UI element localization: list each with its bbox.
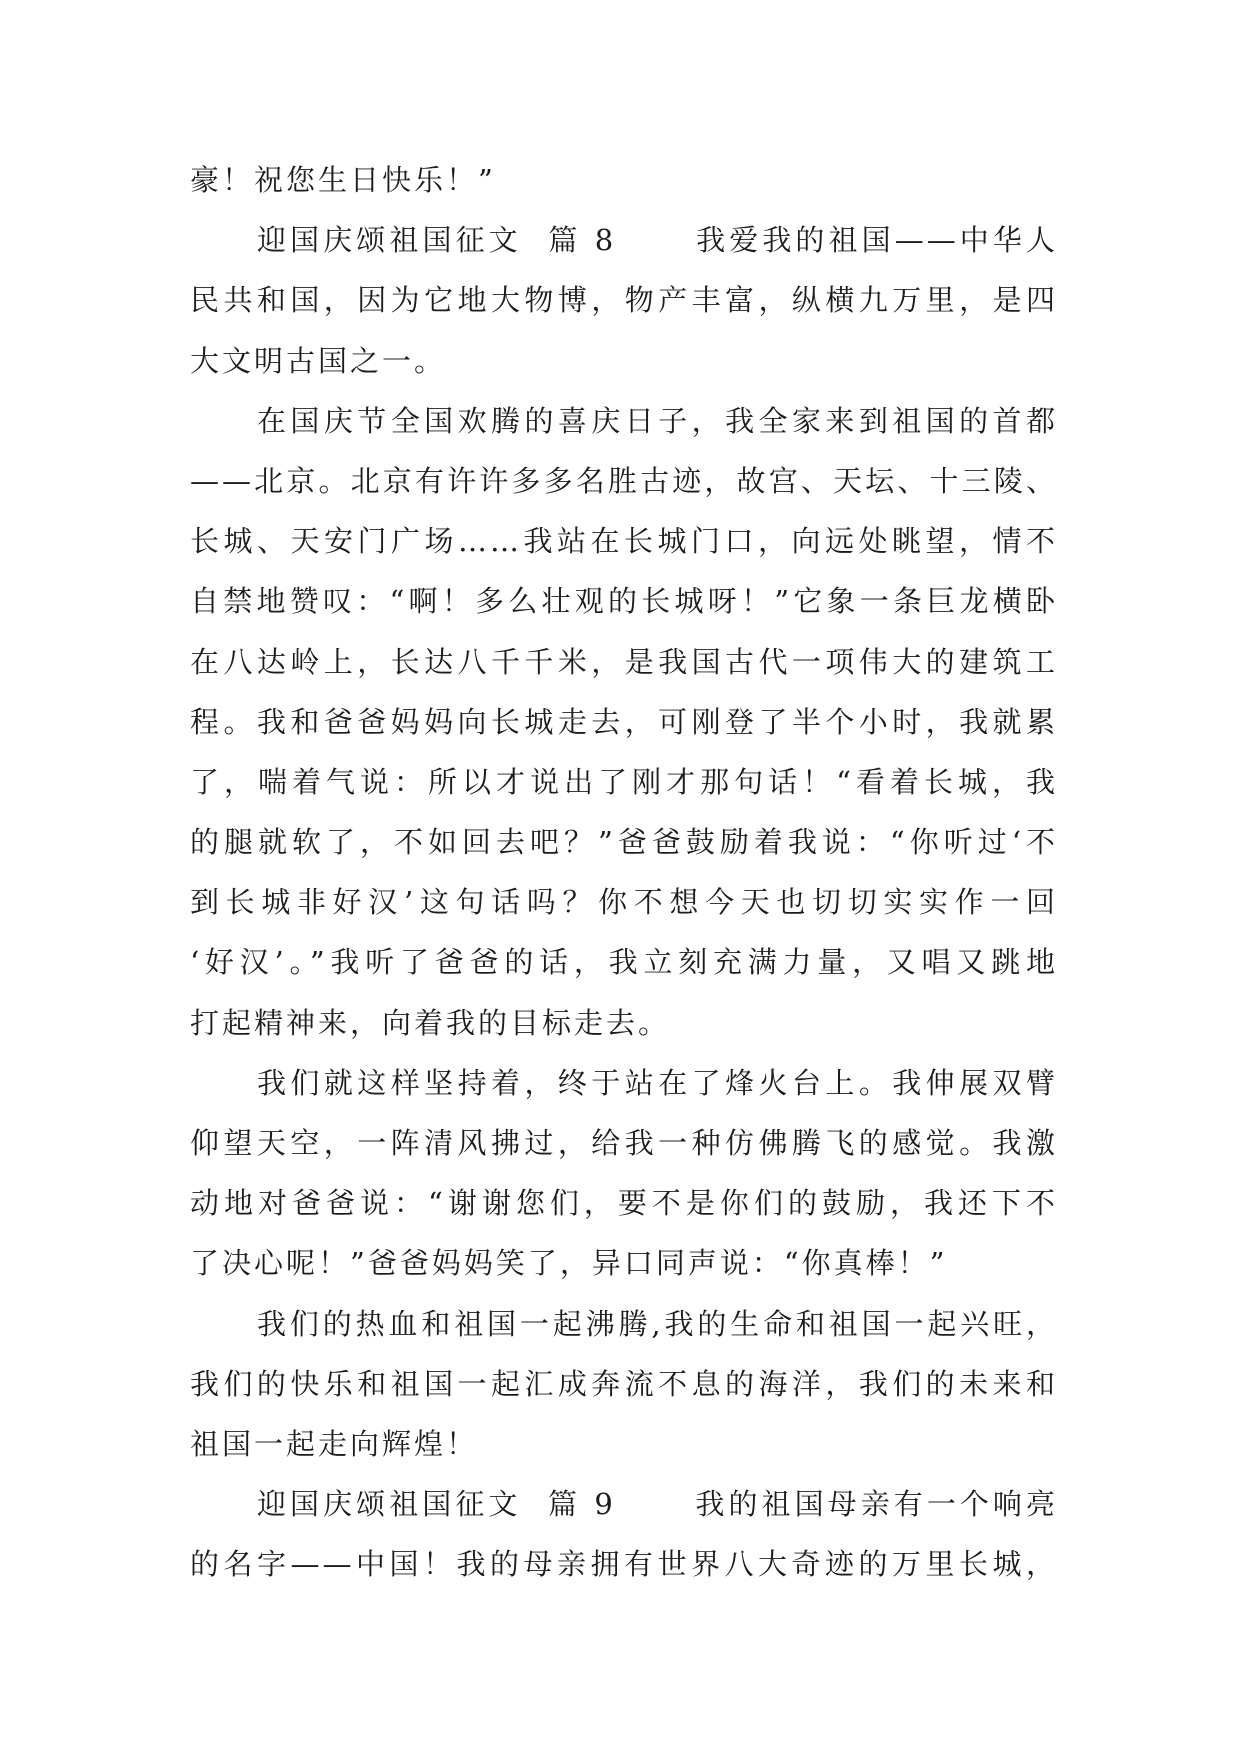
essay-heading-line: 迎国庆颂祖国征文 篇 9 我的祖国母亲有一个响亮 bbox=[257, 1487, 1058, 1522]
text-line: ——北京。北京有许许多多名胜古迹，故宫、天坛、十三陵、 bbox=[190, 463, 1058, 498]
text-line: 到长城非好汉’这句话吗？你不想今天也切切实实作一回 bbox=[190, 885, 1058, 920]
text-line: 了，喘着气说：所以才说出了刚才那句话！“看着长城，我 bbox=[190, 764, 1058, 799]
text-line: 民共和国，因为它地大物博，物产丰富，纵横九万里，是四 bbox=[190, 283, 1058, 318]
text-line: 我们的快乐和祖国一起汇成奔流不息的海洋，我们的未来和 bbox=[190, 1366, 1058, 1401]
text-line: 长城、天安门广场……我站在长城门口，向远处眺望，情不 bbox=[190, 524, 1058, 559]
text-line: 祖国一起走向辉煌！ bbox=[190, 1426, 479, 1461]
paragraph bbox=[190, 1294, 1058, 1475]
text-line: 在八达岭上，长达八千千米，是我国古代一项伟大的建筑工 bbox=[190, 644, 1058, 679]
text-line: 豪！祝您生日快乐！” bbox=[190, 163, 496, 197]
text-line: 动地对爸爸说：“谢谢您们，要不是你们的鼓励，我还下不 bbox=[190, 1186, 1058, 1221]
text-line: 了决心呢！”爸爸妈妈笑了，异口同声说：“你真棒！” bbox=[190, 1246, 948, 1281]
paragraph bbox=[190, 1474, 1058, 1594]
text-line: 我们的热血和祖国一起沸腾,我的生命和祖国一起兴旺， bbox=[257, 1306, 1058, 1341]
text-line: 的名字——中国！我的母亲拥有世界八大奇迹的万里长城， bbox=[190, 1547, 1058, 1582]
text-line: ‘好汉’。”我听了爸爸的话，我立刻充满力量，又唱又跳地 bbox=[190, 945, 1058, 980]
paragraph bbox=[190, 1053, 1058, 1294]
text-line: 大文明古国之一。 bbox=[190, 343, 447, 378]
text-line: 打起精神来，向着我的目标走去。 bbox=[190, 1005, 671, 1040]
paragraph bbox=[190, 391, 1058, 1053]
document-body bbox=[190, 150, 1058, 1595]
text-line: 我们就这样坚持着，终于站在了烽火台上。我伸展双臂 bbox=[257, 1065, 1058, 1100]
text-line: 程。我和爸爸妈妈向长城走去，可刚登了半个小时，我就累 bbox=[190, 704, 1058, 739]
essay-heading-line: 迎国庆颂祖国征文 篇 8 我爱我的祖国——中华人 bbox=[257, 223, 1058, 258]
text-line: 在国庆节全国欢腾的喜庆日子，我全家来到祖国的首都 bbox=[257, 403, 1058, 438]
text-line: 的腿就软了，不如回去吧？”爸爸鼓励着我说：“你听过‘不 bbox=[190, 825, 1058, 860]
paragraph bbox=[190, 150, 1058, 210]
text-line: 仰望天空，一阵清风拂过，给我一种仿佛腾飞的感觉。我激 bbox=[190, 1126, 1058, 1160]
paragraph bbox=[190, 210, 1058, 391]
text-line: 自禁地赞叹：“啊！多么壮观的长城呀！”它象一条巨龙横卧 bbox=[190, 584, 1058, 619]
